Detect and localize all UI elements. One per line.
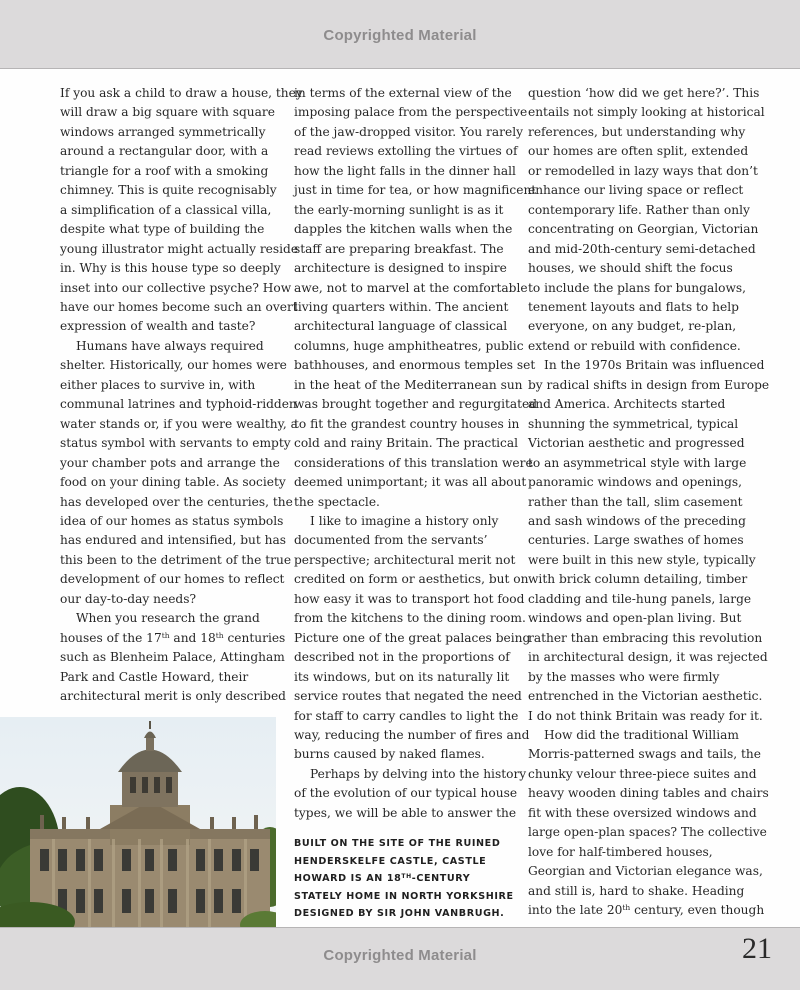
text-line [294,395,538,414]
copyright-banner-top: Copyrighted Material [323,27,477,44]
text-run: for staff to carry candles to light the [294,708,519,723]
text-run: around a rectangular door, with a [60,144,269,159]
text-line [294,745,510,764]
text-run: How did the traditional William [544,727,739,742]
text-line [60,123,275,142]
text-line [60,473,286,492]
text-run: into the late 20 [528,903,623,918]
text-line [528,84,760,103]
superscript: TH [401,873,412,881]
text-line [60,142,275,161]
text-line [60,84,303,103]
text-line [528,415,743,434]
text-line [60,668,275,687]
text-line [294,201,510,220]
text-run: concentrating on Georgian, Victorian [528,222,759,237]
text-run: read reviews extolling the virtues of [294,144,518,159]
text-line [528,162,758,181]
text-run: in. Why is this house type so deeply [60,261,281,276]
text-run: question ‘how did we get here?’. This [528,86,760,100]
text-run: to fit the grandest country houses in [294,416,520,431]
text-run: this been to the detriment of the true [60,552,292,567]
text-line [294,765,527,784]
text-run: in terms of the external view of the [294,86,512,100]
text-line [294,570,529,589]
text-run: heavy wooden dining tables and chairs [528,786,769,801]
text-line [528,434,743,453]
text-line [528,317,743,336]
text-run: Georgian and Victorian elegance was, [528,864,763,879]
text-run: Park and Castle Howard, their [60,669,249,684]
text-run: Picture one of the great palaces being [294,630,531,645]
text-run: water stands or, if you were wealthy, a [60,416,298,431]
text-line [294,609,526,628]
text-line [528,862,763,881]
text-line [528,804,757,823]
text-run: staff are preparing breakfast. The [294,241,504,256]
text-column-1 [60,84,303,707]
text-line [60,551,292,570]
text-run: has endured and intensified, but has [60,533,287,548]
text-line [294,870,504,888]
text-line [294,784,518,803]
text-run: fit with these oversized windows and [528,805,757,820]
text-run: Humans have always required [76,338,264,353]
text-run: by the masses who were firmly [528,669,720,684]
text-line [60,317,275,336]
text-run: BUILT ON THE SITE OF THE RUINED [294,838,501,849]
text-line [60,415,298,434]
text-line [294,434,519,453]
text-line [294,181,537,200]
text-line [60,376,275,395]
text-line [528,687,763,706]
text-run: and still is, hard to shake. Heading [528,883,745,898]
text-line [528,551,756,570]
text-run: have our homes become such an overt [60,299,298,314]
text-run: references, but understanding why [528,124,746,139]
text-line [294,551,516,570]
text-line [294,123,523,142]
text-run: living quarters within. The ancient [294,299,509,314]
text-run: of the jaw-dropped visitor. You rarely [294,124,523,139]
text-run: your chamber pots and arrange the [60,455,280,470]
text-run: Morris-patterned swags and tails, the [528,747,761,762]
text-line [294,804,517,823]
superscript: th [215,630,224,640]
text-run: DESIGNED BY SIR JOHN VANBRUGH. [294,908,505,920]
text-line [294,454,533,473]
text-run: with brick column detailing, timber [528,572,748,587]
text-run: described not in the proportions of [294,650,510,665]
photo-caption [294,835,514,923]
text-line [528,240,756,259]
text-run: has developed over the centuries, the [60,494,293,509]
text-run: bathhouses, and enormous temples set [294,358,536,373]
text-line [60,356,287,375]
text-line [528,142,749,161]
text-line [294,590,525,609]
text-run: architectural merit is only described [60,689,286,704]
text-run: rather than the tall, slim casement [528,494,743,509]
text-line [294,493,510,512]
text-run: documented from the servants’ [294,533,488,548]
text-run: cold and rainy Britain. The practical [294,436,519,451]
text-run: shunning the symmetrical, typical [528,416,739,431]
text-run: food on your dining table. As society [60,475,286,490]
castle-howard-photo [0,717,276,928]
text-run: tenement layouts and flats to help [528,299,739,314]
text-line [294,162,516,181]
text-run: rather than embracing this revolution [528,630,763,645]
text-line [60,454,280,473]
text-line [528,823,767,842]
text-line [294,629,531,648]
text-line [528,668,743,687]
text-line [294,376,523,395]
text-line [60,220,275,239]
text-run: inset into our collective psyche? How [60,280,292,295]
text-line [60,298,298,317]
text-run: despite what type of building the [60,222,265,237]
text-line [294,687,522,706]
text-line [528,181,743,200]
text-line [60,687,286,706]
text-line [294,835,504,853]
book-page [0,68,800,928]
text-line [294,259,510,278]
text-line [528,531,743,550]
text-run: triangle for a roof with a smoking [60,163,269,178]
text-run: centuries [223,630,286,645]
text-run: to an asymmetrical style with large [528,455,747,470]
text-run: chunky velour three-piece suites and [528,766,757,781]
text-line [294,512,510,531]
text-run: of the evolution of our typical house [294,786,518,801]
text-run: panoramic windows and openings, [528,475,743,490]
text-line [528,745,761,764]
text-run: When you research the grand [76,611,260,626]
text-run: I like to imagine a history only [310,513,499,528]
text-run: way, reducing the number of fires and [294,727,530,742]
text-line [528,590,752,609]
text-run: burns caused by naked flames. [294,747,485,762]
text-run: I do not think Britain was ready for it. [528,708,763,723]
text-line [60,609,275,628]
superscript: th [161,630,170,640]
text-line [60,240,299,259]
text-line [528,473,743,492]
text-line [528,298,743,317]
text-run: awe, not to marvel at the comfortable [294,280,528,295]
text-run: STATELY HOME IN NORTH YORKSHIRE [294,890,514,902]
superscript: th [622,903,631,913]
text-line [528,726,743,745]
text-run: windows arranged symmetrically [60,124,266,139]
text-line [294,317,510,336]
text-line [60,648,285,667]
text-run: communal latrines and typhoid-ridden [60,397,297,412]
text-run: entrenched in the Victorian aesthetic. [528,689,763,704]
text-line [60,395,297,414]
text-run: the early-morning sunlight is as it [294,202,504,217]
text-line [60,201,275,220]
text-run: HOWARD IS AN 18 [294,873,402,885]
text-run: HENDERSKELFE CASTLE, CASTLE [294,855,487,867]
text-run: how easy it was to transport hot food [294,591,525,606]
text-run: everyone, on any budget, re-plan, [528,319,737,334]
text-line [60,629,286,648]
text-line [528,376,770,395]
text-run: shelter. Historically, our homes were [60,358,287,373]
text-run: and America. Architects started [528,397,726,412]
text-column-2 [294,84,538,823]
text-run: architecture is designed to inspire [294,261,507,276]
text-run: idea of our homes as status symbols [60,513,284,528]
text-line [528,570,748,589]
text-run: In the 1970s Britain was influenced [544,358,765,373]
text-line [528,259,743,278]
text-run: just in time for tea, or how magnificent [294,183,537,198]
text-run: cladding and tile-hung panels, large [528,591,752,606]
text-line [294,888,514,906]
text-run: such as Blenheim Palace, Attingham [60,650,285,665]
text-run: If you ask a child to draw a house, they [60,86,303,100]
text-line [294,84,510,103]
text-line [60,259,281,278]
text-line [60,531,287,550]
text-line [60,279,292,298]
text-line [294,279,528,298]
text-line [294,905,504,923]
text-run: were built in this new style, typically [528,552,756,567]
text-run: imposing palace from the perspective [294,105,528,120]
text-run: houses, we should shift the focus [528,261,733,276]
text-line [60,162,275,181]
text-run: and 18 [169,630,216,645]
text-run: expression of wealth and taste? [60,319,256,334]
text-run: perspective; architectural merit not [294,552,516,567]
text-line [528,784,769,803]
text-run: either places to survive in, with [60,377,256,392]
text-line [528,279,747,298]
text-run: our homes are often split, extended [528,144,749,159]
text-line [60,337,275,356]
text-run: columns, huge amphitheatres, public [294,338,524,353]
text-run: architectural language of classical [294,319,508,334]
text-line [294,707,519,726]
text-line [528,395,743,414]
text-run: service routes that negated the need [294,689,522,704]
text-line [528,220,759,239]
text-line [60,103,275,122]
text-run: houses of the 17 [60,630,162,645]
text-run: entails not simply looking at historical [528,105,765,120]
text-line [528,123,746,142]
text-run: and sash windows of the preceding [528,513,746,528]
text-line [528,609,743,628]
text-line [528,901,765,920]
text-run: from the kitchens to the dining room. [294,611,526,626]
text-run: deemed unimportant; it was all about [294,475,527,490]
page-number: 21 [742,932,772,965]
text-line [294,531,510,550]
text-run: was brought together and regurgitated [294,397,538,412]
text-line [60,434,291,453]
text-line [294,726,530,745]
text-line [60,570,285,589]
text-line [294,337,524,356]
text-run: Perhaps by delving into the history [310,766,527,781]
text-line [528,512,746,531]
text-run: century, even though [630,903,765,918]
text-run: enhance our living space or reflect [528,183,744,198]
text-run: young illustrator might actually reside [60,241,299,256]
text-column-3 [528,84,770,920]
text-line [528,843,743,862]
text-run: extend or rebuild with confidence. [528,338,741,353]
text-line [60,590,275,609]
text-run: to include the plans for bungalows, [528,280,747,295]
text-line [60,181,275,200]
text-run: our day-to-day needs? [60,591,197,606]
text-run: types, we will be able to answer the [294,805,517,820]
text-run: centuries. Large swathes of homes [528,533,744,548]
text-line [528,201,750,220]
text-line [528,648,768,667]
text-run: credited on form or aesthetics, but on [294,572,529,587]
text-run: will draw a big square with square [60,105,275,120]
text-line [60,493,293,512]
text-run: a simplification of a classical villa, [60,202,272,217]
text-line [294,415,520,434]
text-line [528,103,765,122]
text-line [294,356,536,375]
text-run: large open-plan spaces? The collective [528,825,767,840]
text-run: status symbol with servants to empty [60,436,291,451]
text-run: by radical shifts in design from Europe [528,377,770,392]
text-line [294,103,528,122]
text-line [528,454,747,473]
text-line [294,668,510,687]
text-line [294,298,510,317]
text-line [294,648,510,667]
text-line [294,220,513,239]
text-line [528,765,757,784]
text-run: dapples the kitchen walls when the [294,222,513,237]
copyright-banner-bottom: Copyrighted Material [323,947,477,964]
text-run: development of our homes to reflect [60,572,285,587]
text-run: -CENTURY [411,873,471,885]
text-run: how the light falls in the dinner hall [294,163,516,178]
text-line [528,629,763,648]
text-run: considerations of this translation were [294,455,533,470]
text-line [294,142,518,161]
text-line [528,493,743,512]
text-run: Victorian aesthetic and progressed [528,436,745,451]
text-line [528,356,765,375]
text-run: and mid-20th-century semi-detached [528,241,756,256]
text-line [294,853,504,871]
text-run: love for half-timbered houses, [528,844,713,859]
text-line [528,707,763,726]
text-run: in the heat of the Mediterranean sun [294,377,523,392]
text-line [528,882,743,901]
text-run: or remodelled in lazy ways that don’t [528,163,758,178]
text-run: in architectural design, it was rejected [528,650,768,665]
text-line [60,512,284,531]
text-run: windows and open-plan living. But [528,611,742,626]
text-run: the spectacle. [294,494,380,509]
text-line [294,240,510,259]
text-run: its windows, but on its naturally lit [294,669,510,684]
text-run: chimney. This is quite recognisably [60,183,277,198]
text-line [294,473,527,492]
text-line [528,337,743,356]
text-run: contemporary life. Rather than only [528,202,750,217]
